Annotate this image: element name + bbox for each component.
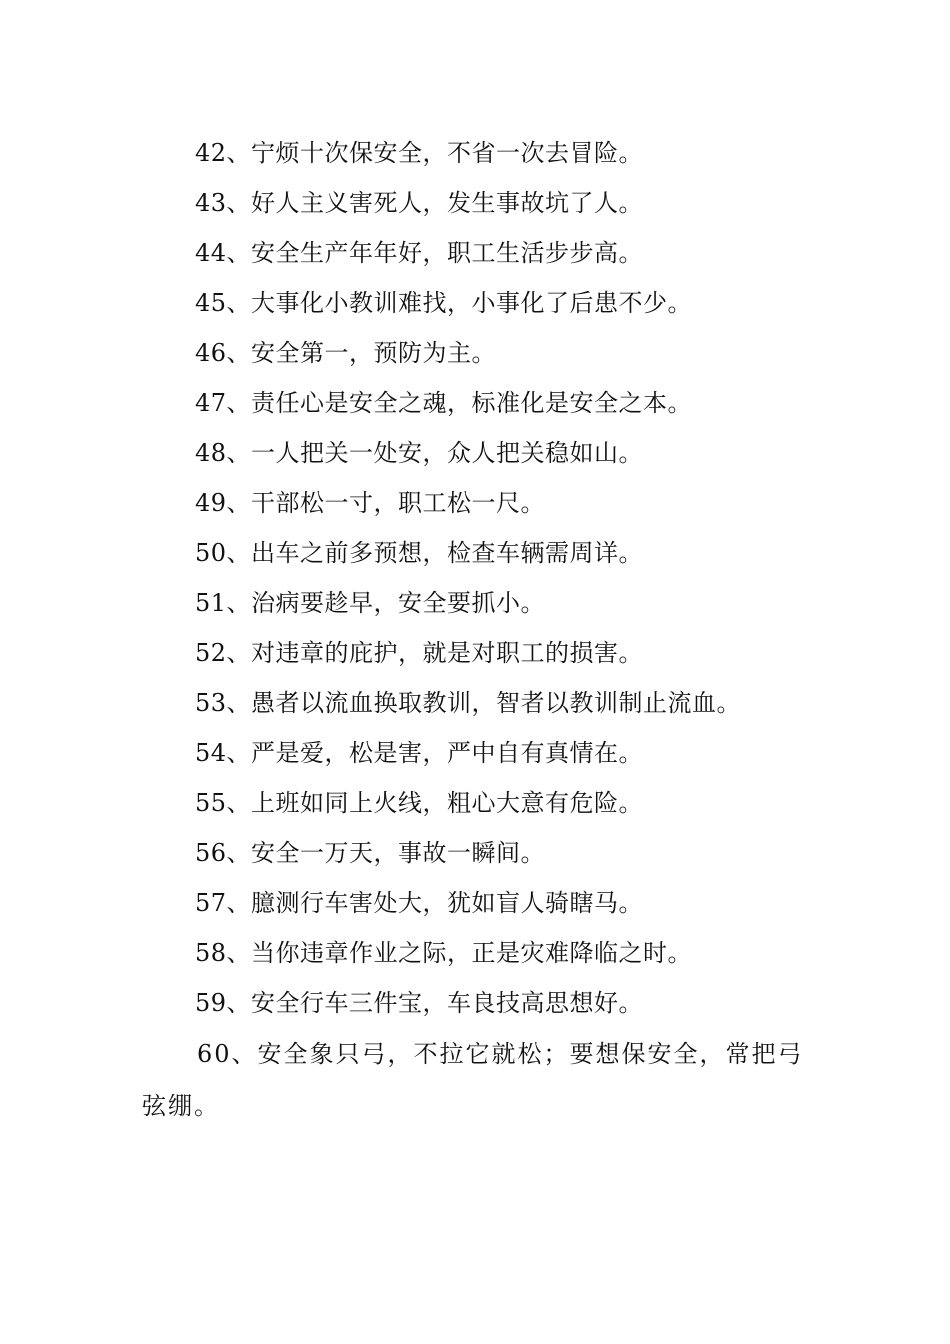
slogan-item-59: 59、安全行车三件宝，车良技高思想好。 — [195, 989, 644, 1017]
slogan-item-53: 53、愚者以流血换取教训，智者以教训制止流血。 — [195, 689, 742, 717]
slogan-item-55: 55、上班如同上火线，粗心大意有危险。 — [195, 789, 644, 817]
slogan-item-46: 46、安全第一，预防为主。 — [195, 339, 497, 367]
slogan-item-60: 60、安全象只弓，不拉它就松；要想保安全，常把弓弦绷。 — [142, 1040, 804, 1120]
slogan-item-54: 54、严是爱，松是害，严中自有真情在。 — [195, 739, 644, 767]
slogan-item-49: 49、干部松一寸，职工松一尺。 — [195, 489, 546, 517]
slogan-item-47: 47、责任心是安全之魂，标准化是安全之本。 — [195, 389, 693, 417]
slogan-item-50: 50、出车之前多预想，检查车辆需周详。 — [195, 539, 644, 567]
slogan-item-42: 42、宁烦十次保安全，不省一次去冒险。 — [195, 139, 644, 167]
slogan-item-52: 52、对违章的庇护，就是对职工的损害。 — [195, 639, 644, 667]
slogan-list — [142, 128, 812, 1132]
slogan-item-56: 56、安全一万天，事故一瞬间。 — [195, 839, 546, 867]
slogan-item-58: 58、当你违章作业之际，正是灾难降临之时。 — [195, 939, 693, 967]
slogan-item-43: 43、好人主义害死人，发生事故坑了人。 — [195, 189, 644, 217]
slogan-item-48: 48、一人把关一处安，众人把关稳如山。 — [195, 439, 644, 467]
slogan-item-51: 51、治病要趁早，安全要抓小。 — [195, 589, 546, 617]
slogan-item-57: 57、臆测行车害处大，犹如盲人骑瞎马。 — [195, 889, 644, 917]
slogan-item-45: 45、大事化小教训难找，小事化了后患不少。 — [195, 289, 693, 317]
slogan-item-44: 44、安全生产年年好，职工生活步步高。 — [195, 239, 644, 267]
